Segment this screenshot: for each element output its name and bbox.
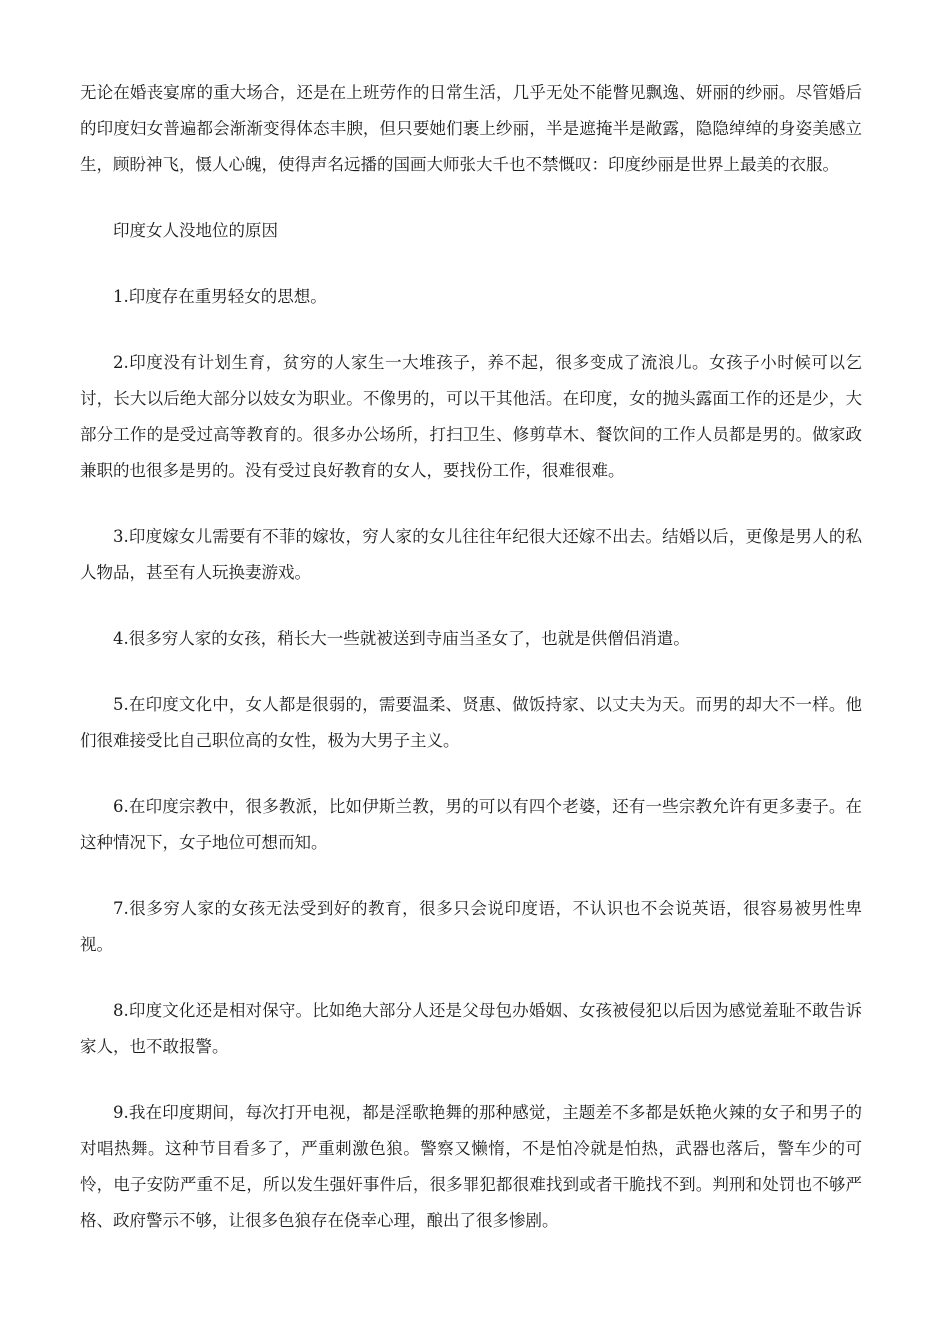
list-item: 1.印度存在重男轻女的思想。 xyxy=(113,287,327,306)
section-heading: 印度女人没地位的原因 xyxy=(113,221,278,240)
list-item: 5.在印度文化中，女人都是很弱的，需要温柔、贤惠、做饭持家、以丈夫为天。而男的却大不一样。他们很难接受比自己职位高的女性，极为大男子主义。 xyxy=(80,695,862,750)
list-item: 8.印度文化还是相对保守。比如绝大部分人还是父母包办婚姻、女孩被侵犯以后因为感觉羞耻不敢告诉家人，也不敢报警。 xyxy=(80,1001,862,1056)
list-item: 7.很多穷人家的女孩无法受到好的教育，很多只会说印度语，不认识也不会说英语，很容易被男性卑视。 xyxy=(80,899,862,954)
list-item: 3.印度嫁女儿需要有不菲的嫁妆，穷人家的女儿往往年纪很大还嫁不出去。结婚以后，更像是男人的私人物品，甚至有人玩换妻游戏。 xyxy=(80,527,862,582)
list-item: 2.印度没有计划生育，贫穷的人家生一大堆孩子，养不起，很多变成了流浪儿。女孩子小时候可以乞讨，长大以后绝大部分以妓女为职业。不像男的，可以干其他活。在印度，女的抛头露面工作的还是少，大部分工作的是受过高等教育的。很多办公场所，打扫卫生、修剪草木、餐饮间的工作人员都是男的。做家政兼职的也很多是男的。没有受过良好教育的女人，要找份工作，很难很难。 xyxy=(80,353,862,480)
list-item: 9.我在印度期间，每次打开电视，都是淫歌艳舞的那种感觉，主题差不多都是妖艳火辣的女子和男子的对唱热舞。这种节目看多了，严重刺激色狼。警察又懒惰，不是怕冷就是怕热，武器也落后，警车少的可怜，电子安防严重不足，所以发生强奸事件后，很多罪犯都很难找到或者干脆找不到。判刑和处罚也不够严格、政府警示不够，让很多色狼存在侥幸心理，酿出了很多惨剧。 xyxy=(80,1103,862,1230)
list-item: 4.很多穷人家的女孩，稍长大一些就被送到寺庙当圣女了，也就是供僧侣消遣。 xyxy=(113,629,690,648)
intro-paragraph: 无论在婚丧宴席的重大场合，还是在上班劳作的日常生活，几乎无处不能瞥见飘逸、妍丽的纱丽。尽管婚后的印度妇女普遍都会渐渐变得体态丰腴，但只要她们裹上纱丽，半是遮掩半是敞露，隐隐绰绰的身姿美感立生，顾盼神飞，慑人心魄，使得声名远播的国画大师张大千也不禁慨叹：印度纱丽是世界上最美的衣服。 xyxy=(80,83,862,174)
list-item: 6.在印度宗教中，很多教派，比如伊斯兰教，男的可以有四个老婆，还有一些宗教允许有更多妻子。在这种情况下，女子地位可想而知。 xyxy=(80,797,862,852)
